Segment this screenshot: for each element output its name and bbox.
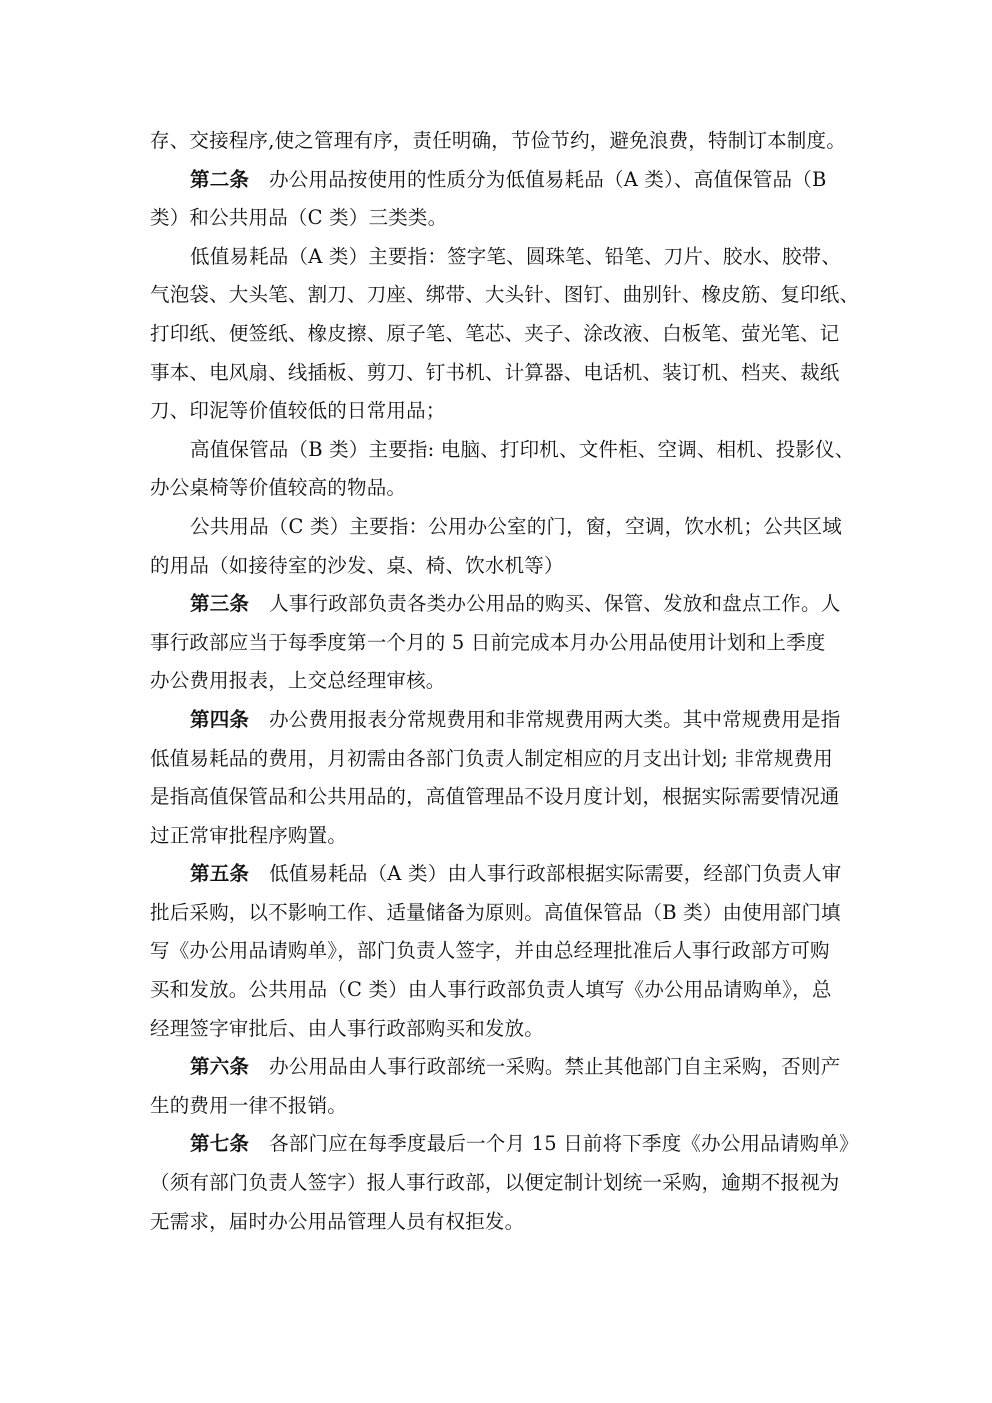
- text-line: [150, 778, 856, 817]
- line-text: 办公用品由人事行政部统一采购。禁止其他部门自主采购，否则产: [269, 1055, 841, 1079]
- text-line: [150, 1087, 856, 1126]
- text-line: [150, 1010, 856, 1049]
- text-line: [150, 469, 856, 508]
- article-number: 第三条: [190, 592, 250, 616]
- line-text: 无需求，届时办公用品管理人员有权拒发。: [150, 1209, 525, 1233]
- line-text: 类）和公共用品（C 类）三类类。: [150, 206, 448, 230]
- text-line: [150, 315, 856, 354]
- line-text: 高值保管品（B 类）主要指: 电脑、打印机、文件柜、空调、相机、投影仪、: [190, 437, 855, 461]
- text-line: [150, 971, 856, 1010]
- line-text: 低值易耗品（A 类）由人事行政部根据实际需要，经部门负责人审: [269, 862, 842, 886]
- line-text: 办公用品按使用的性质分为低值易耗品（A 类）、高值保管品（B: [269, 167, 827, 191]
- line-text: 过正常审批程序购置。: [150, 823, 348, 847]
- text-line: [150, 1164, 856, 1203]
- line-text: 事本、电风扇、线插板、剪刀、钉书机、计算器、电话机、装订机、档夹、裁纸: [150, 360, 840, 384]
- text-line: [150, 662, 856, 701]
- line-text: 各部门应在每季度最后一个月 15 日前将下季度《办公用品请购单》: [269, 1132, 859, 1156]
- line-text: 办公费用报表分常规费用和非常规费用两大类。其中常规费用是指: [269, 707, 841, 731]
- article-heading-line: [150, 1048, 856, 1087]
- line-text: 生的费用一律不报销。: [150, 1093, 348, 1117]
- line-text: 人事行政部负责各类办公用品的购买、保管、发放和盘点工作。人: [269, 592, 841, 616]
- line-text: 是指高值保管品和公共用品的，高值管理品不设月度计划，根据实际需要情况通: [150, 785, 840, 809]
- text-line: [150, 894, 856, 933]
- article-heading-line: [150, 1125, 859, 1164]
- line-text: 办公桌椅等价值较高的物品。: [150, 476, 407, 500]
- text-line: [150, 122, 856, 161]
- text-line: [150, 624, 856, 663]
- text-line: [150, 431, 856, 470]
- text-line: [150, 508, 856, 547]
- line-text: 的用品（如接待室的沙发、桌、椅、饮水机等）: [150, 553, 564, 577]
- text-line: [150, 354, 856, 393]
- article-heading-line: [150, 855, 856, 894]
- text-line: [150, 392, 856, 431]
- article-heading-line: [150, 161, 856, 200]
- article-heading-line: [150, 701, 856, 740]
- line-text: 买和发放。公共用品（C 类）由人事行政部负责人填写《办公用品请购单》，总: [150, 978, 832, 1002]
- line-text: 打印纸、便签纸、橡皮擦、原子笔、笔芯、夹子、涂改液、白板笔、萤光笔、记: [150, 321, 840, 345]
- line-text: 低值易耗品（A 类）主要指：签字笔、圆珠笔、铅笔、刀片、胶水、胶带、: [190, 244, 842, 268]
- line-text: 写《办公用品请购单》，部门负责人签字，并由总经理批准后人事行政部方可购: [150, 939, 830, 963]
- line-text: 气泡袋、大头笔、割刀、刀座、绑带、大头针、图钉、曲别针、橡皮筋、复印纸、: [150, 283, 860, 307]
- line-text: 存、交接程序,使之管理有序，责任明确，节俭节约，避免浪费，特制订本制度。: [150, 129, 846, 152]
- document-body: [150, 122, 860, 1241]
- article-number: 第五条: [190, 862, 250, 886]
- text-line: [150, 932, 856, 971]
- line-text: 办公费用报表，上交总经理审核。: [150, 669, 446, 693]
- line-text: 批后采购，以不影响工作、适量储备为原则。高值保管品（B 类）由使用部门填: [150, 900, 841, 924]
- article-number: 第四条: [190, 707, 250, 731]
- article-number: 第七条: [190, 1132, 250, 1156]
- article-number: 第六条: [190, 1055, 250, 1079]
- text-line: [150, 199, 856, 238]
- line-text: 公共用品（C 类）主要指：公用办公室的门，窗，空调，饮水机；公共区域: [190, 514, 842, 538]
- text-line: [150, 740, 856, 779]
- text-line: [150, 1203, 856, 1242]
- text-line: [150, 238, 856, 277]
- text-line: [150, 276, 860, 315]
- line-text: 事行政部应当于每季度第一个月的 5 日前完成本月办公用品使用计划和上季度: [150, 630, 826, 654]
- line-text: 经理签字审批后、由人事行政部购买和发放。: [150, 1016, 545, 1040]
- line-text: 低值易耗品的费用，月初需由各部门负责人制定相应的月支出计划; 非常规费用: [150, 746, 833, 770]
- line-text: 刀、印泥等价值较低的日常用品；: [150, 399, 446, 423]
- article-number: 第二条: [190, 167, 250, 191]
- article-heading-line: [150, 585, 856, 624]
- text-line: [150, 547, 856, 586]
- text-line: [150, 817, 856, 856]
- line-text: （须有部门负责人签字）报人事行政部，以便定制计划统一采购，逾期不报视为: [150, 1171, 840, 1195]
